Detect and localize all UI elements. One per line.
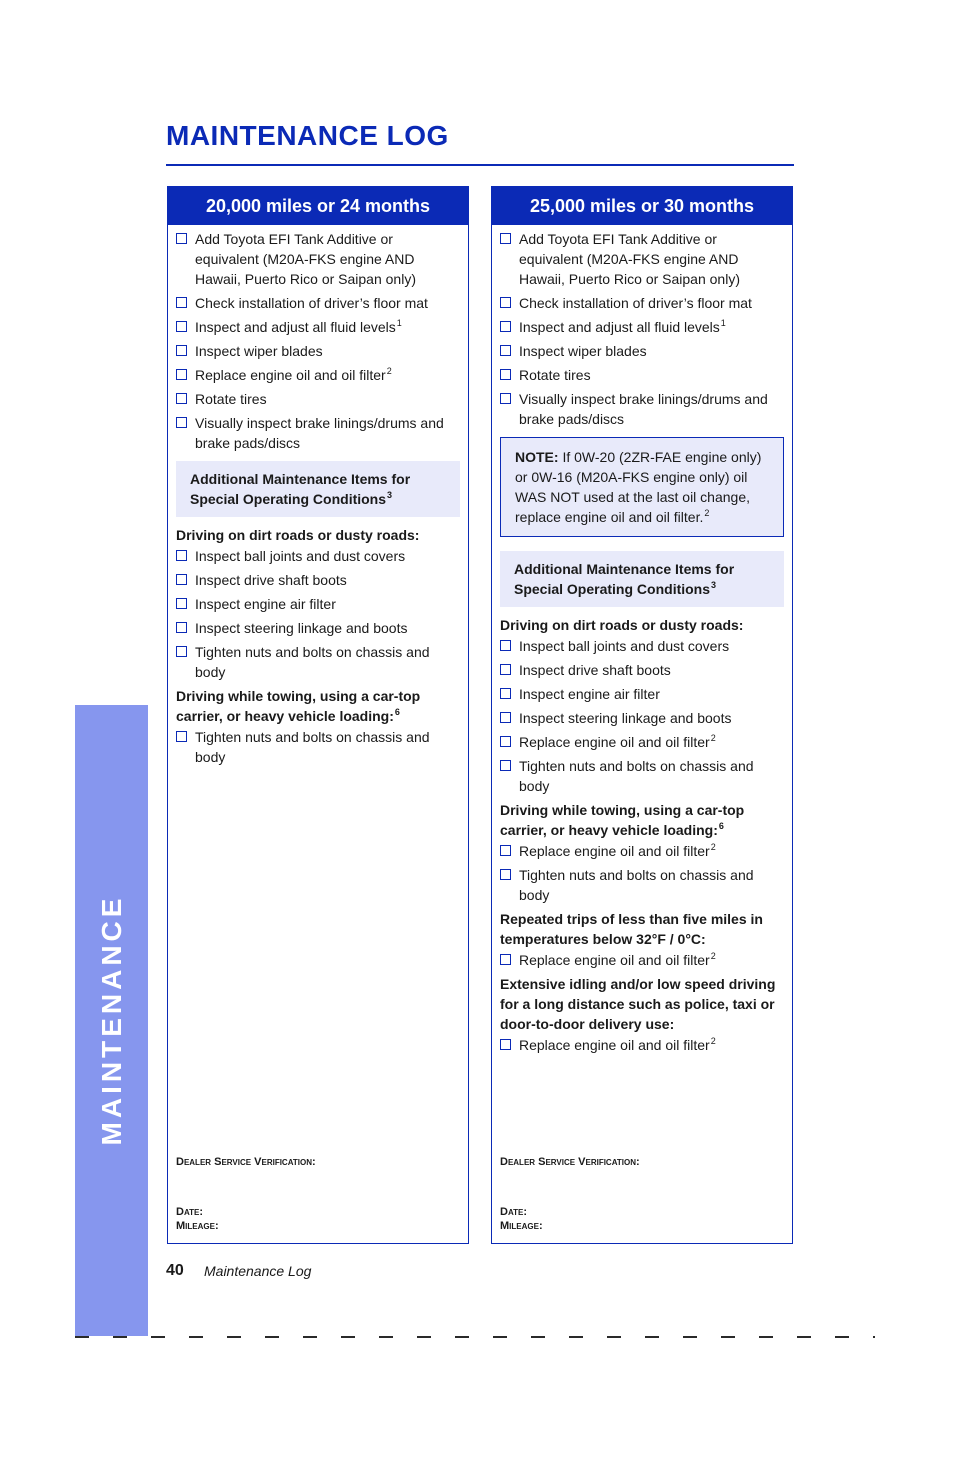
item-text: Inspect steering linkage and boots — [195, 620, 408, 636]
checklist-item — [500, 841, 784, 861]
checkbox-square-icon[interactable] — [176, 417, 187, 428]
checklist-item — [500, 756, 784, 796]
checklist-item — [500, 229, 784, 289]
checklist-item-label — [519, 708, 784, 728]
checkbox-square-icon[interactable] — [176, 550, 187, 561]
checklist-item — [500, 293, 784, 313]
condition-heading-dirt: Driving on dirt roads or dusty roads: — [500, 617, 744, 633]
checkbox-square-icon[interactable] — [176, 646, 187, 657]
footer-dashed-line — [75, 1336, 875, 1338]
checkbox-square-icon[interactable] — [500, 321, 511, 332]
item-text: Inspect wiper blades — [195, 343, 323, 359]
checkbox-square-icon[interactable] — [500, 640, 511, 651]
checklist-item — [500, 1035, 784, 1055]
checklist-item-label — [519, 865, 784, 905]
checkbox-square-icon[interactable] — [500, 688, 511, 699]
checklist-item — [176, 642, 460, 682]
checklist-item — [500, 341, 784, 361]
checklist-item-label — [195, 546, 460, 566]
checklist-item — [176, 618, 460, 638]
item-text: Check installation of driver’s floor mat — [195, 295, 428, 311]
checklist-item-label — [195, 413, 460, 453]
checkbox-square-icon[interactable] — [176, 345, 187, 356]
side-section-label: MAINTENANCE — [96, 894, 127, 1146]
checklist-dirt — [500, 636, 784, 796]
checklist-item-label — [519, 1035, 784, 1055]
verification-label: Dealer Service Verification: — [500, 1156, 640, 1168]
checklist-item — [500, 684, 784, 704]
checklist-item-label — [195, 618, 460, 638]
checklist-item-label — [195, 341, 460, 361]
item-text: Replace engine oil and oil filter — [519, 734, 710, 750]
checkbox-square-icon[interactable] — [500, 736, 511, 747]
item-text: Replace engine oil and oil filter — [519, 843, 710, 859]
checklist-item-label — [195, 293, 460, 313]
mileage-label: Mileage: — [176, 1220, 219, 1232]
panel-20000-miles — [167, 186, 469, 1244]
item-text: Visually inspect brake linings/drums and brake pads/discs — [519, 391, 768, 427]
footnote-ref: 6 — [718, 821, 724, 832]
footnote-ref: 2 — [710, 1036, 716, 1047]
checklist-short-trips — [500, 950, 784, 970]
footnote-ref: 6 — [394, 707, 400, 718]
footnote-ref: 3 — [387, 490, 393, 501]
dealer-verification — [176, 1155, 316, 1233]
checklist-item-label — [195, 389, 460, 409]
special-conditions-title: Additional Maintenance Items for Special Operating Conditions — [190, 471, 411, 507]
checklist-item-label — [519, 365, 784, 385]
note-text: If 0W-20 (2ZR-FAE engine only) or 0W-16 (M20A-FKS engine only) oil WAS NOT used at the last oil change, replace engine oil and oil filter. — [515, 449, 762, 525]
title-divider — [166, 164, 794, 166]
special-conditions-box — [500, 551, 784, 607]
checklist — [176, 229, 460, 453]
item-text: Tighten nuts and bolts on chassis and body — [519, 867, 754, 903]
checklist-item-label — [195, 594, 460, 614]
checkbox-square-icon[interactable] — [500, 760, 511, 771]
checklist-item — [176, 727, 460, 767]
footnote-ref: 2 — [386, 366, 392, 377]
item-text: Tighten nuts and bolts on chassis and body — [195, 644, 430, 680]
panel-header: 20,000 miles or 24 months — [168, 187, 468, 225]
item-text: Inspect engine air filter — [195, 596, 336, 612]
checklist-item — [176, 365, 460, 385]
checkbox-square-icon[interactable] — [176, 574, 187, 585]
page-title: MAINTENANCE LOG — [166, 120, 449, 151]
checklist — [500, 229, 784, 429]
checklist-item-label — [519, 389, 784, 429]
checklist-item — [176, 229, 460, 289]
checklist-item — [500, 732, 784, 752]
footer-title: Maintenance Log — [204, 1263, 312, 1279]
checkbox-square-icon[interactable] — [176, 731, 187, 742]
checkbox-square-icon[interactable] — [500, 369, 511, 380]
footnote-ref: 2 — [710, 733, 716, 744]
item-text: Inspect wiper blades — [519, 343, 647, 359]
item-text: Replace engine oil and oil filter — [519, 1037, 710, 1053]
oil-note-box — [500, 437, 784, 537]
checklist-item-label — [519, 660, 784, 680]
item-text: Rotate tires — [519, 367, 591, 383]
checkbox-square-icon[interactable] — [500, 954, 511, 965]
item-text: Replace engine oil and oil filter — [195, 367, 386, 383]
item-text: Add Toyota EFI Tank Additive or equivalent (M20A-FKS engine AND Hawaii, Puerto Rico or Saipan only) — [195, 231, 416, 287]
verification-label: Dealer Service Verification: — [176, 1156, 316, 1168]
item-text: Check installation of driver’s floor mat — [519, 295, 752, 311]
checklist-item — [176, 389, 460, 409]
checklist-item-label — [519, 229, 784, 289]
checkbox-square-icon[interactable] — [500, 1039, 511, 1050]
checklist-item-label — [519, 293, 784, 313]
towing-heading-text: Driving while towing, using a car-top carrier, or heavy vehicle loading: — [500, 802, 745, 838]
checklist-item-label — [195, 642, 460, 682]
checkbox-square-icon[interactable] — [176, 393, 187, 404]
checklist-item-label — [519, 950, 784, 970]
checkbox-square-icon[interactable] — [176, 233, 187, 244]
item-text: Add Toyota EFI Tank Additive or equivalent (M20A-FKS engine AND Hawaii, Puerto Rico or Saipan only) — [519, 231, 740, 287]
checklist-towing — [500, 841, 784, 905]
item-text: Inspect drive shaft boots — [519, 662, 671, 678]
date-label: Date: — [500, 1206, 528, 1218]
checklist-item-label — [519, 636, 784, 656]
condition-heading-towing — [176, 686, 460, 726]
checklist-item — [176, 317, 460, 337]
condition-heading-idling: Extensive idling and/or low speed driving for a long distance such as police, taxi or door-to-door delivery use: — [500, 976, 776, 1032]
special-conditions-box — [176, 461, 460, 517]
checkbox-square-icon[interactable] — [500, 712, 511, 723]
item-text: Rotate tires — [195, 391, 267, 407]
condition-heading-towing — [500, 800, 784, 840]
footnote-ref: 1 — [720, 318, 726, 329]
item-text: Inspect steering linkage and boots — [519, 710, 732, 726]
checklist-item — [500, 636, 784, 656]
checklist-item — [500, 950, 784, 970]
towing-heading-text: Driving while towing, using a car-top carrier, or heavy vehicle loading: — [176, 688, 421, 724]
checklist-item-label — [519, 684, 784, 704]
checklist-item-label — [195, 727, 460, 767]
checklist-item — [176, 570, 460, 590]
panel-25000-miles — [491, 186, 793, 1244]
footnote-ref: 3 — [711, 580, 717, 591]
note-label: NOTE: — [515, 449, 559, 465]
checkbox-square-icon[interactable] — [176, 369, 187, 380]
checkbox-square-icon[interactable] — [500, 664, 511, 675]
checklist-item — [176, 293, 460, 313]
checkbox-square-icon[interactable] — [500, 393, 511, 404]
item-text: Replace engine oil and oil filter — [519, 952, 710, 968]
checkbox-square-icon[interactable] — [176, 622, 187, 633]
footnote-ref: 2 — [704, 508, 710, 519]
special-conditions-title: Additional Maintenance Items for Special Operating Conditions — [514, 561, 735, 597]
checklist-item — [500, 317, 784, 337]
checklist-item — [500, 660, 784, 680]
item-text: Inspect and adjust all fluid levels — [519, 319, 720, 335]
checkbox-square-icon[interactable] — [500, 345, 511, 356]
checklist-item-label — [195, 570, 460, 590]
checklist-item — [500, 865, 784, 905]
checklist-item-label — [195, 229, 460, 289]
item-text: Inspect and adjust all fluid levels — [195, 319, 396, 335]
item-text: Inspect ball joints and dust covers — [195, 548, 406, 564]
page-number: 40 — [166, 1262, 184, 1279]
item-text: Inspect engine air filter — [519, 686, 660, 702]
checklist-item — [176, 546, 460, 566]
checklist-item-label — [519, 756, 784, 796]
checklist-item — [176, 341, 460, 361]
checklist-item-label — [519, 341, 784, 361]
condition-heading-dirt: Driving on dirt roads or dusty roads: — [176, 527, 420, 543]
checkbox-square-icon[interactable] — [500, 297, 511, 308]
footnote-ref: 1 — [396, 318, 402, 329]
checkbox-square-icon[interactable] — [500, 845, 511, 856]
checklist-item-label — [195, 365, 460, 385]
checklist-item — [500, 389, 784, 429]
checkbox-square-icon[interactable] — [176, 297, 187, 308]
checklist-towing — [176, 727, 460, 767]
checkbox-square-icon[interactable] — [500, 869, 511, 880]
item-text: Tighten nuts and bolts on chassis and body — [195, 729, 430, 765]
checklist-item — [500, 708, 784, 728]
checklist-item — [176, 413, 460, 453]
checklist-item-label — [519, 317, 784, 337]
footnote-ref: 2 — [710, 951, 716, 962]
checklist-item-label — [519, 732, 784, 752]
footnote-ref: 2 — [710, 842, 716, 853]
checklist-idling — [500, 1035, 784, 1055]
date-label: Date: — [176, 1206, 204, 1218]
checkbox-square-icon[interactable] — [176, 321, 187, 332]
item-text: Tighten nuts and bolts on chassis and body — [519, 758, 754, 794]
checkbox-square-icon[interactable] — [176, 598, 187, 609]
dealer-verification — [500, 1155, 640, 1233]
checklist-dirt — [176, 546, 460, 682]
item-text: Inspect drive shaft boots — [195, 572, 347, 588]
checklist-item — [500, 365, 784, 385]
item-text: Visually inspect brake linings/drums and brake pads/discs — [195, 415, 444, 451]
checkbox-square-icon[interactable] — [500, 233, 511, 244]
checklist-item-label — [519, 841, 784, 861]
checklist-item — [176, 594, 460, 614]
item-text: Inspect ball joints and dust covers — [519, 638, 730, 654]
mileage-label: Mileage: — [500, 1220, 543, 1232]
checklist-item-label — [195, 317, 460, 337]
condition-heading-short-trips: Repeated trips of less than five miles in temperatures below 32°F / 0°C: — [500, 911, 763, 947]
panel-header: 25,000 miles or 30 months — [492, 187, 792, 225]
